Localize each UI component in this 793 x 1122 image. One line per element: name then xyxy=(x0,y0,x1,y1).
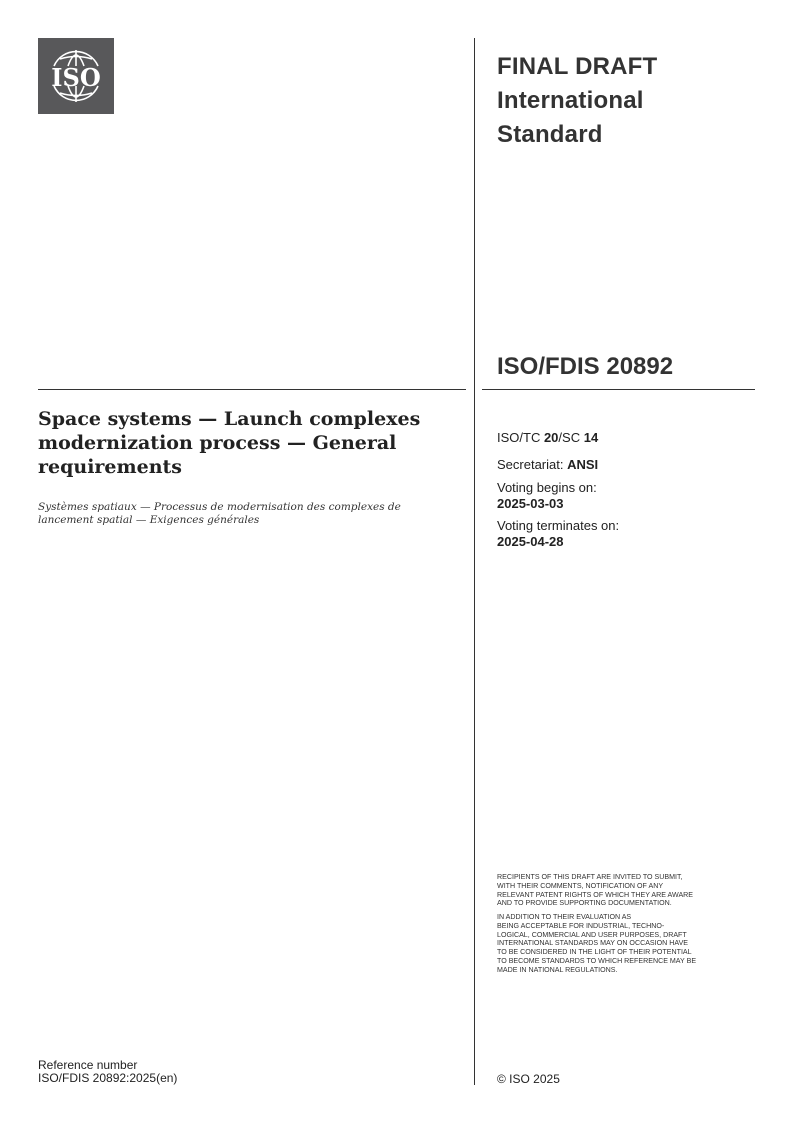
disclaimer-line: LOGICAL, COMMERCIAL AND USER PURPOSES, DRAFT xyxy=(497,930,687,939)
committee-sep: /SC xyxy=(558,430,584,445)
disclaimer-line: RELEVANT PATENT RIGHTS OF WHICH THEY ARE AWARE xyxy=(497,890,694,899)
disclaimer-paragraph-1 xyxy=(497,873,693,908)
document-stage-heading xyxy=(497,50,657,152)
secretariat-value: ANSI xyxy=(567,457,599,472)
disclaimer-line: TO BE CONSIDERED IN THE LIGHT OF THEIR POTENTIAL xyxy=(497,948,692,957)
reference-label: Reference number xyxy=(38,1058,138,1072)
disclaimer-line: WITH THEIR COMMENTS, NOTIFICATION OF ANY xyxy=(497,881,664,890)
committee xyxy=(497,430,598,446)
title-rule-right xyxy=(482,389,755,390)
document-number: ISO/FDIS 20892 xyxy=(497,353,674,380)
disclaimer-paragraph-2 xyxy=(497,913,696,975)
voting-terminates-label: Voting terminates on: xyxy=(497,518,620,533)
reference-number xyxy=(38,1059,177,1085)
column-divider xyxy=(474,38,475,1085)
secretariat-label: Secretariat: xyxy=(497,457,568,472)
logo-text: ISO xyxy=(51,63,101,92)
globe-icon xyxy=(38,38,114,114)
voting-terminates-date: 2025-04-28 xyxy=(497,534,564,549)
iso-logo xyxy=(38,38,114,114)
title-french: Systèmes spatiaux — Processus de modernisation des complexes de lancement spatial — Exigences générales xyxy=(38,501,401,526)
disclaimer-line: TO BECOME STANDARDS TO WHICH REFERENCE MAY BE xyxy=(497,956,697,965)
disclaimer-line: RECIPIENTS OF THIS DRAFT ARE INVITED TO SUBMIT, xyxy=(497,873,683,881)
tc-number: 20 xyxy=(543,430,559,445)
disclaimer-line: INTERNATIONAL STANDARDS MAY ON OCCASION HAVE xyxy=(497,939,689,948)
title-rule-left xyxy=(38,389,466,390)
title-english: Space systems — Launch complexes modernization process — General requirements xyxy=(38,408,421,478)
voting-begins-date: 2025-03-03 xyxy=(497,496,564,511)
voting-terminates xyxy=(497,518,619,550)
voting-begins xyxy=(497,480,597,512)
heading-line: International xyxy=(497,87,644,114)
voting-begins-label: Voting begins on: xyxy=(497,480,597,495)
disclaimer-line: BEING ACCEPTABLE FOR INDUSTRIAL, TECHNO- xyxy=(497,921,665,930)
reference-value: ISO/FDIS 20892:2025(en) xyxy=(38,1071,178,1085)
disclaimer-line: AND TO PROVIDE SUPPORTING DOCUMENTATION. xyxy=(497,899,672,908)
secretariat xyxy=(497,457,598,473)
sc-number: 14 xyxy=(583,430,599,445)
heading-line: Standard xyxy=(497,121,603,148)
copyright: © ISO 2025 xyxy=(497,1072,560,1086)
disclaimer-line: MADE IN NATIONAL REGULATIONS. xyxy=(497,965,618,974)
committee-prefix: ISO/TC xyxy=(497,430,544,445)
heading-line: FINAL DRAFT xyxy=(497,53,658,80)
disclaimer-line: IN ADDITION TO THEIR EVALUATION AS xyxy=(497,913,632,921)
